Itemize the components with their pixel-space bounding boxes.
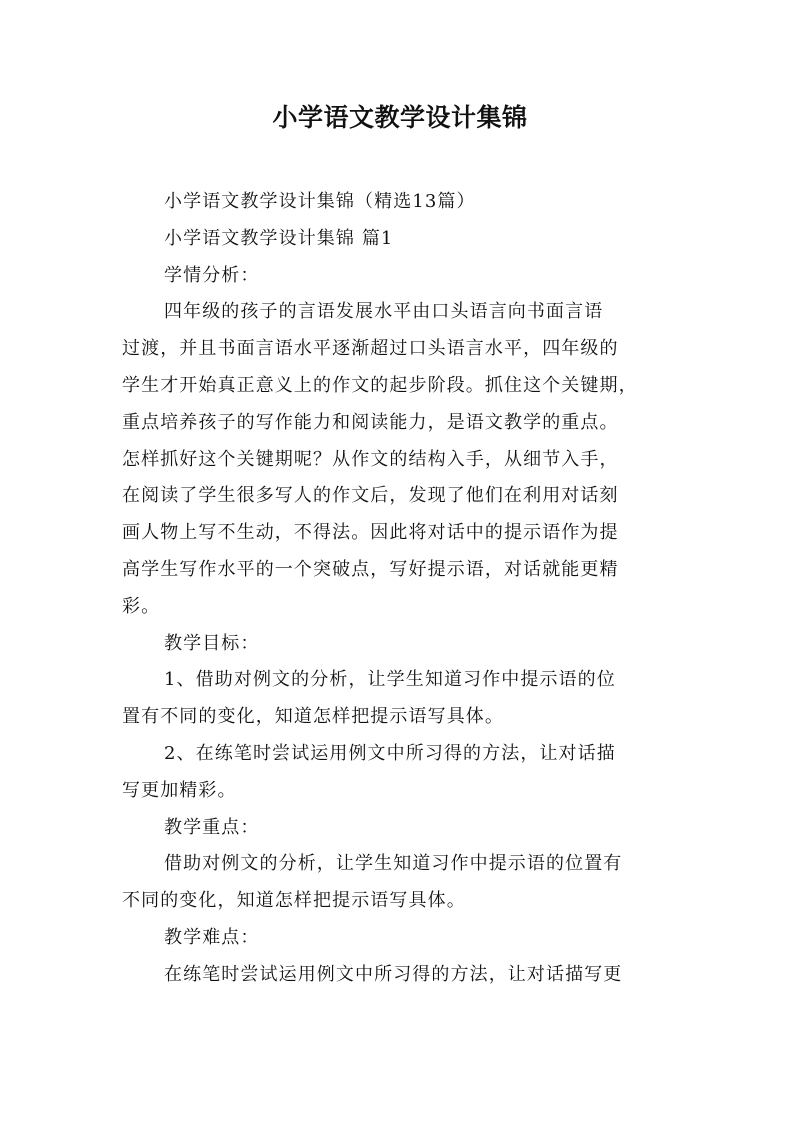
body-line: 2、在练笔时尝试运用例文中所习得的方法，让对话描 [164, 742, 616, 764]
body-line: 彩。 [122, 595, 161, 617]
body-line: 过渡，并且书面言语水平逐渐超过口头语言水平，四年级的 [122, 338, 619, 360]
body-line: 学生才开始真正意义上的作文的起步阶段。抓住这个关键期， [122, 374, 638, 396]
body-line: 在阅读了学生很多写人的作文后，发现了他们在利用对话刻 [122, 485, 619, 507]
body-line: 置有不同的变化，知道怎样把提示语写具体。 [122, 706, 504, 728]
body-line: 四年级的孩子的言语发展水平由口头语言向书面言语 [164, 301, 604, 323]
document-title: 小学语文教学设计集锦 [272, 103, 528, 132]
document-body [122, 184, 690, 994]
body-line: 借助对例文的分析，让学生知道习作中提示语的位置有 [164, 853, 623, 875]
body-line: 小学语文教学设计集锦（精选13篇） [164, 191, 476, 212]
body-line: 在练笔时尝试运用例文中所习得的方法，让对话描写更 [164, 963, 623, 985]
body-line: 小学语文教学设计集锦 篇1 [164, 227, 394, 249]
body-line: 怎样抓好这个关键期呢？从作文的结构入手，从细节入手， [122, 448, 619, 470]
body-line: 教学难点： [164, 926, 260, 948]
body-line: 重点培养孩子的写作能力和阅读能力，是语文教学的重点。 [122, 411, 619, 433]
body-line: 高学生写作水平的一个突破点，写好提示语，对话就能更精 [122, 558, 619, 580]
body-line: 写更加精彩。 [122, 779, 237, 801]
body-line: 画人物上写不生动，不得法。因此将对话中的提示语作为提 [122, 522, 619, 544]
body-line: 学情分析： [164, 264, 260, 286]
body-line: 教学重点： [164, 816, 260, 838]
body-line: 不同的变化，知道怎样把提示语写具体。 [122, 890, 466, 912]
body-line: 教学目标： [164, 632, 260, 654]
body-line: 1、借助对例文的分析，让学生知道习作中提示语的位 [164, 669, 616, 691]
